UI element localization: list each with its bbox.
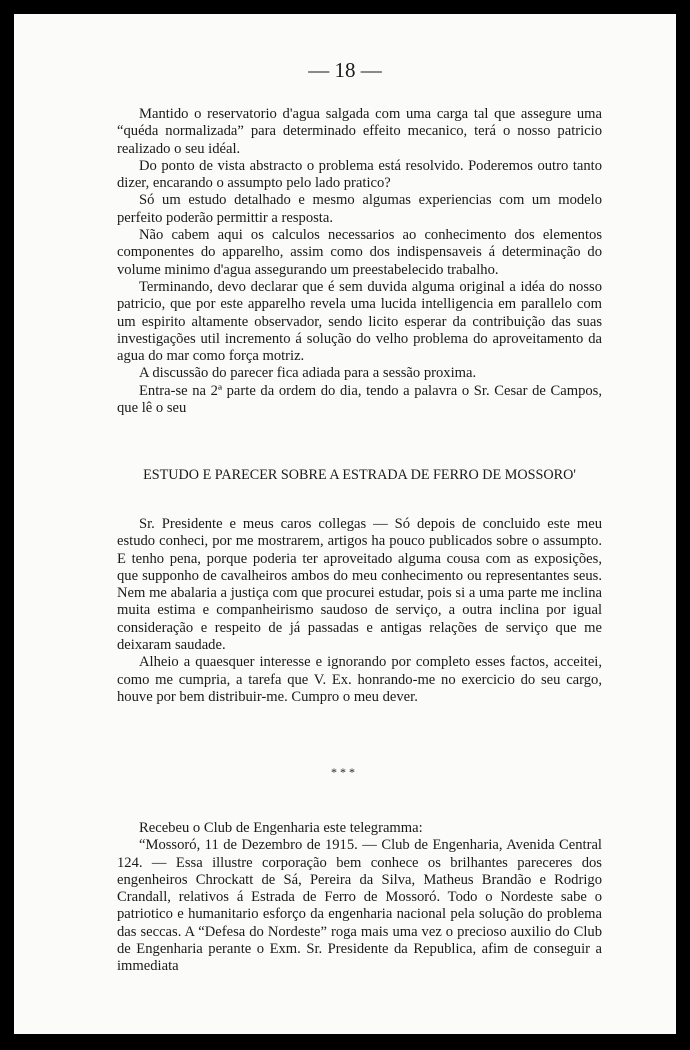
paragraph: Terminando, devo declarar que é sem duvida alguma original a idéa do nosso patricio, que por este apparelho revela uma lucida intelligencia em parallelo com um espirito altamente observador, sendo licito esperar da contribuição das suas investigações util incremento á solução do velho problema do aproveitamento da agua do mar como força motriz.: [117, 278, 602, 365]
bottom-text-block: [117, 820, 602, 976]
document-page: [14, 14, 676, 1034]
paragraph: “Mossoró, 11 de Dezembro de 1915. — Club de Engenharia, Avenida Central 124. — Essa illustre corporação bem conhece os brilhantes pareceres dos engenheiros Chrockatt de Sá, Pereira da Silva, Matheus Brandão e Rodrigo Crandall, relativos á Estrada de Ferro de Mossoró. Todo o Nordeste sabe o patriotico e humanitario esforço da engenharia nacional pela solução do problema das seccas. A “Defesa do Nordeste” roga mais uma vez o precioso auxilio do Club de Engenharia perante o Exm. Sr. Presidente da Republica, afim de conseguir a immediata: [117, 837, 602, 975]
paragraph: Entra-se na 2ª parte da ordem do dia, tendo a palavra o Sr. Cesar de Campos, que lê o seu: [117, 382, 602, 417]
paragraph: Alheio a quaesquer interesse e ignorando por completo esses factos, acceitei, como me cumpria, a tarefa que V. Ex. honrando-me no exercicio do seu cargo, houve por bem distribuir-me. Cumpro o meu dever.: [117, 654, 602, 705]
paragraph: Recebeu o Club de Engenharia este telegramma:: [139, 820, 423, 836]
paragraph: Não cabem aqui os calculos necessarios ao conhecimento dos elementos componentes do apparelho, assim como dos indispensaveis á determinação do volume minimo d'agua assegurando um preestabelecido trabalho.: [117, 227, 602, 278]
separator-text: * * *: [331, 765, 355, 779]
paragraph: Sr. Presidente e meus caros collegas — Só depois de concluido este meu estudo conheci, por me mostrarem, artigos ha pouco publicados sobre o assumpto. E tenho pena, porque poderia ter aproveitado alguma cousa com as exposições, que supponho de cavalheiros ambos do meu conhecimento ou representantes seus. Nem me abalaria a justiça com que procurei estudar, pois si a uma parte me inclina muita estima e companheirismo saudoso de serviço, a outra inclina por igual consideração e respeito de já passadas e antigas relações de serviço que me deixaram saudade.: [117, 516, 602, 654]
paragraph: Do ponto de vista abstracto o problema está resolvido. Poderemos outro tanto dizer, encarando o assumpto pelo lado pratico?: [117, 157, 602, 192]
paragraph: A discussão do parecer fica adiada para a sessão proxima.: [139, 365, 477, 382]
middle-text-block: [117, 516, 602, 706]
paragraph: Só um estudo detalhado e mesmo algumas experiencias com um modelo perfeito poderão permittir a resposta.: [117, 192, 602, 226]
page-number: — 18 —: [308, 58, 382, 82]
section-separator: [328, 766, 358, 779]
top-text-block: [117, 106, 602, 417]
section-heading: ESTUDO E PARECER SOBRE A ESTRADA DE FERRO DE MOSSORO': [143, 467, 576, 483]
paragraph: Mantido o reservatorio d'agua salgada com uma carga tal que assegure uma “quéda normalizada” para determinado effeito mecanico, terá o nosso patricio realizado o seu idéal.: [117, 106, 602, 157]
